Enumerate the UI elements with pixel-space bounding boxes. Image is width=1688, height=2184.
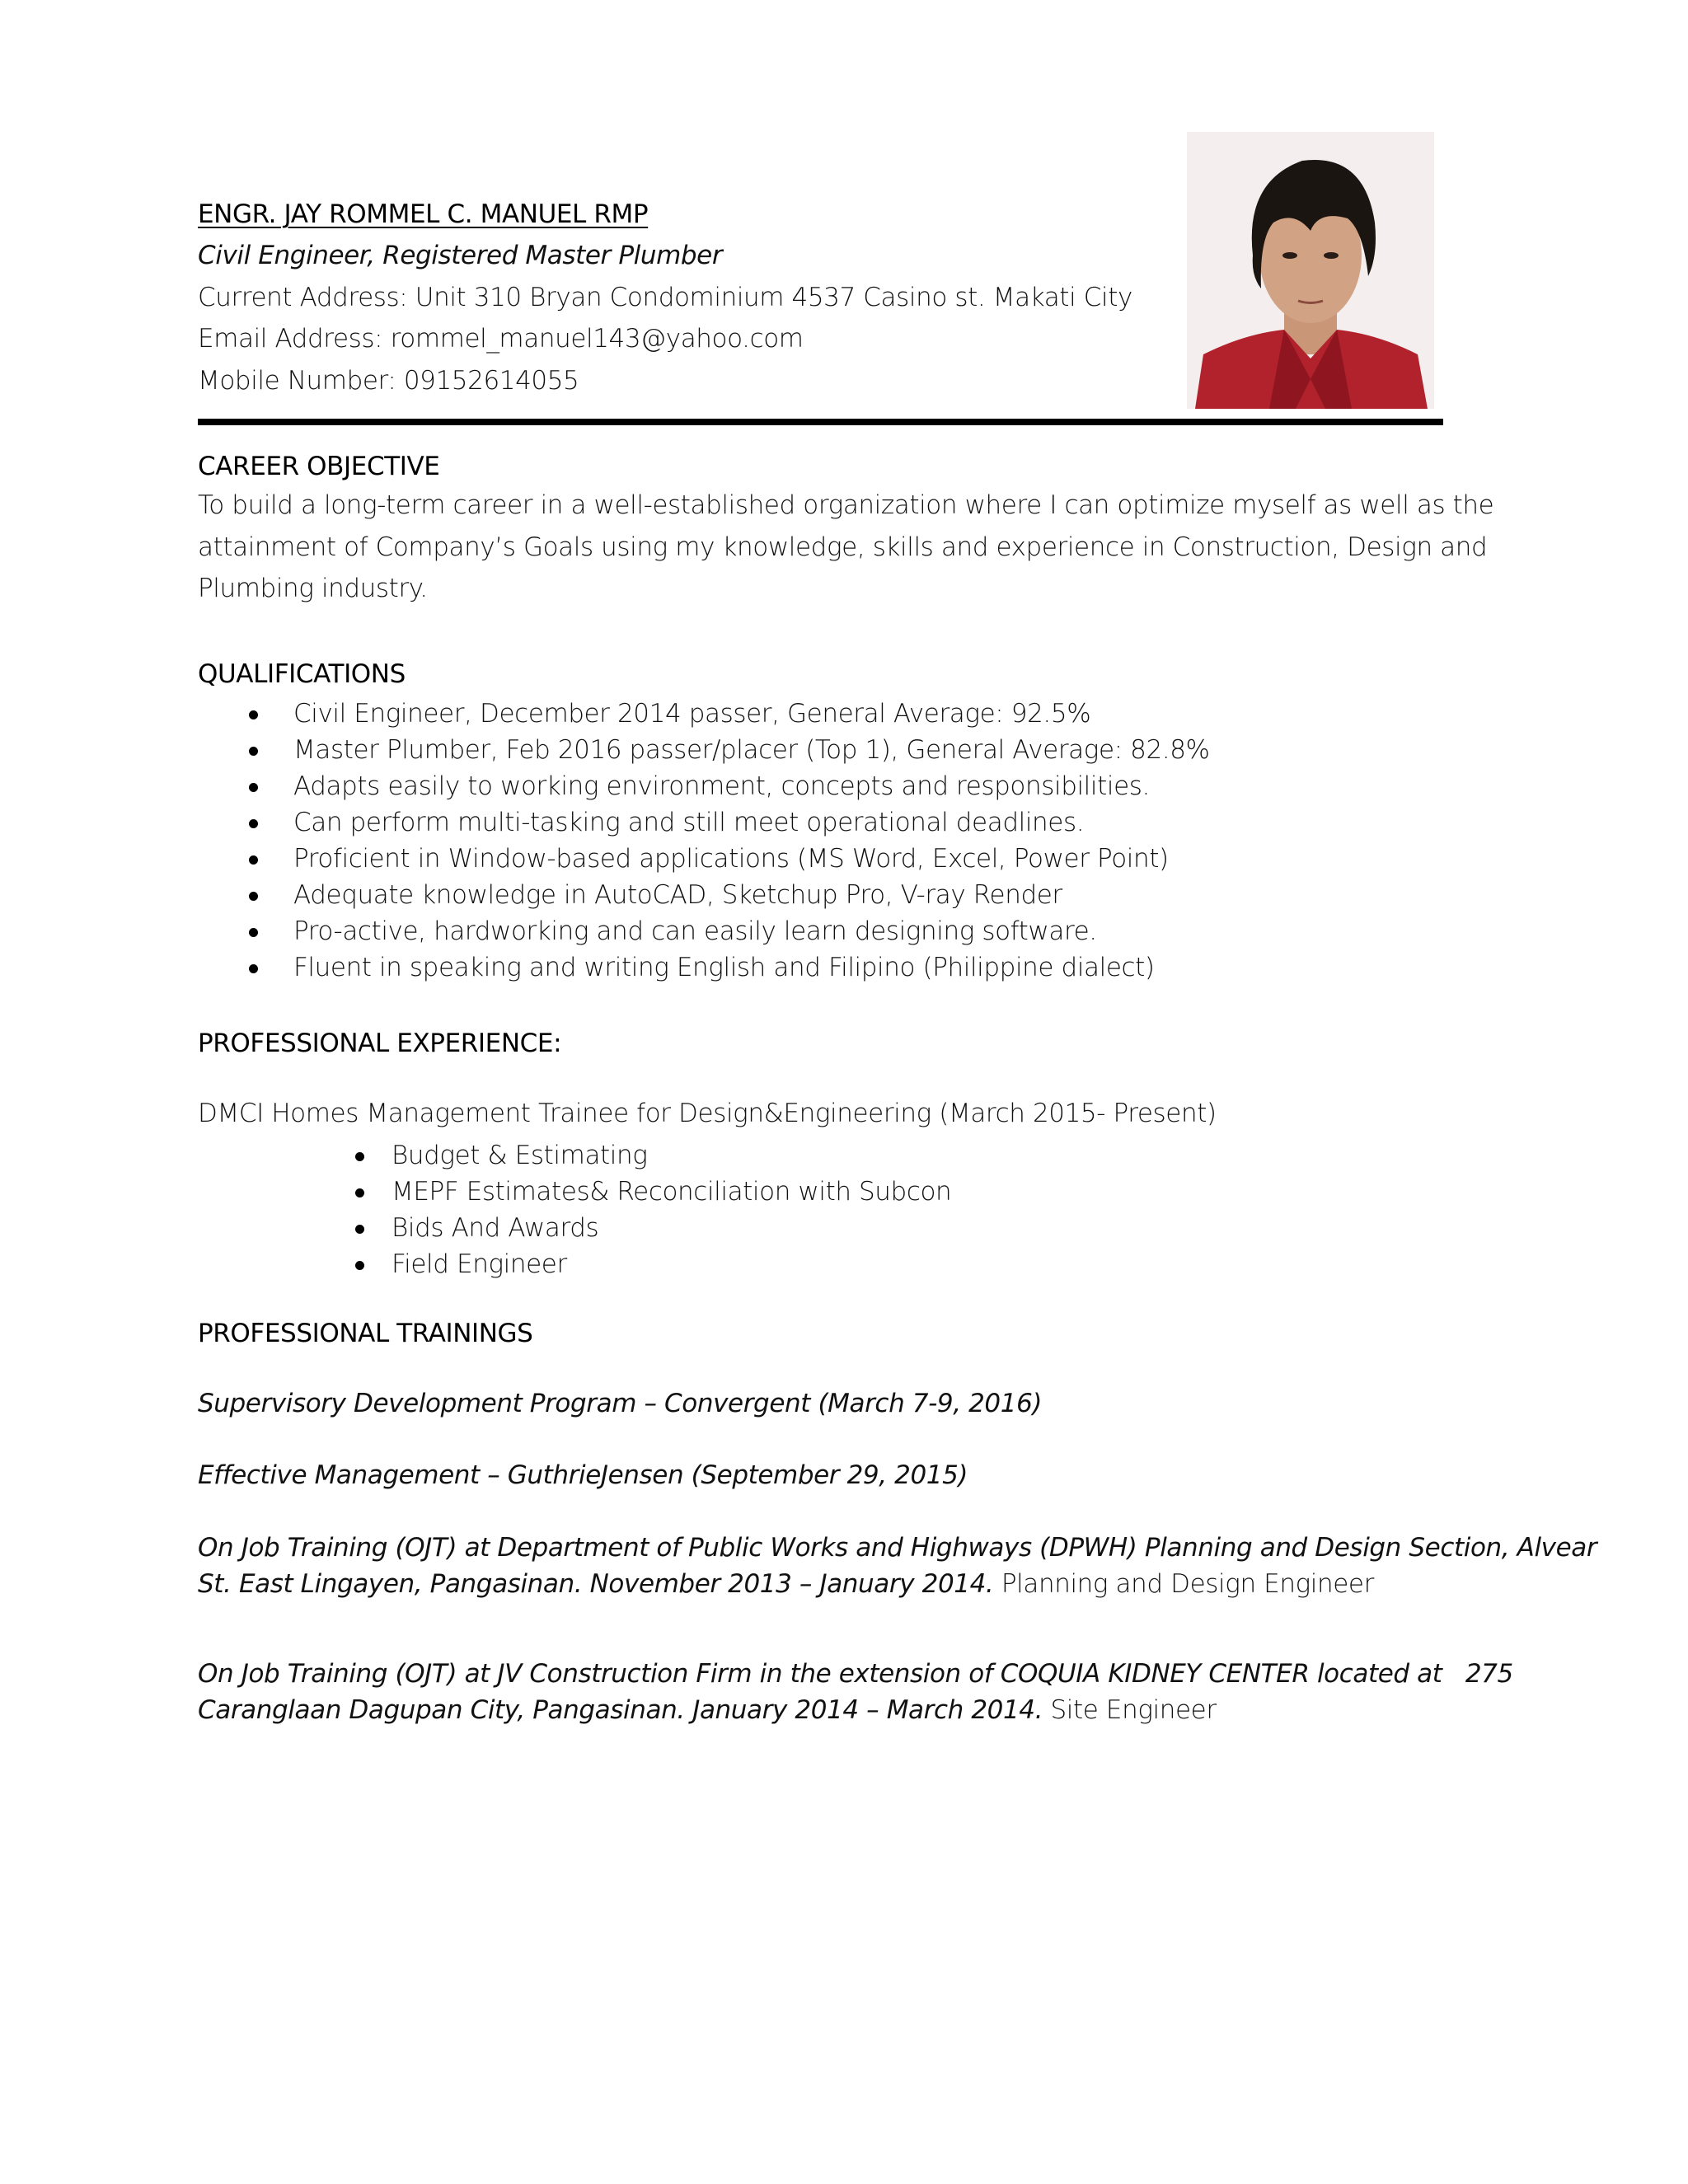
qualifications-list xyxy=(293,696,1210,986)
bullet-icon xyxy=(355,1152,364,1161)
training-entry: Supervisory Development Program – Convergent (March 7-9, 2016) xyxy=(198,1389,1043,1418)
bullet-icon xyxy=(249,783,258,792)
candidate-name: ENGR. JAY ROMMEL C. MANUEL RMP xyxy=(198,199,649,229)
current-address: Current Address: Unit 310 Bryan Condominium 4537 Casino st. Makati City xyxy=(198,283,1132,312)
list-item: Master Plumber, Feb 2016 passer/placer (Top 1), General Average: 82.8% xyxy=(293,732,1210,768)
bullet-icon xyxy=(249,747,258,756)
header-divider xyxy=(198,419,1443,425)
bullet-icon xyxy=(355,1188,364,1197)
bullet-icon xyxy=(249,855,258,865)
list-item: Field Engineer xyxy=(392,1246,951,1282)
list-item: Budget & Estimating xyxy=(392,1137,951,1174)
career-objective-heading: CAREER OBJECTIVE xyxy=(198,452,440,481)
bullet-icon xyxy=(355,1261,364,1270)
career-objective-line: attainment of Company’s Goals using my knowledge, skills and experience in Construction, Design and xyxy=(198,532,1488,562)
bullet-icon xyxy=(249,928,258,937)
trainings-heading: PROFESSIONAL TRAININGS xyxy=(198,1319,533,1348)
bullet-icon xyxy=(249,892,258,901)
mobile-number: Mobile Number: 09152614055 xyxy=(198,366,579,396)
list-item: Adapts easily to working environment, concepts and responsibilities. xyxy=(293,768,1210,804)
experience-heading: PROFESSIONAL EXPERIENCE: xyxy=(198,1029,562,1058)
candidate-title: Civil Engineer, Registered Master Plumber xyxy=(198,241,723,270)
list-item: Proficient in Window-based applications (MS Word, Excel, Power Point) xyxy=(293,841,1210,877)
training-entry-line: St. East Lingayen, Pangasinan. November 2013 – January 2014. Planning and Design Engineer xyxy=(198,1569,1374,1599)
career-objective-line: Plumbing industry. xyxy=(198,574,428,603)
email-address: Email Address: rommel_manuel143@yahoo.com xyxy=(198,324,804,354)
profile-photo xyxy=(1187,132,1434,409)
training-entry: On Job Training (OJT) at JV Construction Firm in the extension of COQUIA KIDNEY CENTER located at 275 xyxy=(198,1659,1513,1689)
training-entry: On Job Training (OJT) at Department of Public Works and Highways (DPWH) Planning and Design Section, Alvear xyxy=(198,1533,1597,1563)
experience-list xyxy=(392,1137,951,1282)
list-item: Can perform multi-tasking and still meet operational deadlines. xyxy=(293,804,1210,841)
bullet-icon xyxy=(249,819,258,828)
training-entry-line: Caranglaan Dagupan City, Pangasinan. January 2014 – March 2014. Site Engineer xyxy=(198,1695,1217,1725)
bullet-icon xyxy=(249,964,258,973)
list-item: Bids And Awards xyxy=(392,1210,951,1246)
bullet-icon xyxy=(355,1225,364,1234)
career-objective-line: To build a long-term career in a well-established organization where I can optimize myself as well as the xyxy=(198,490,1494,520)
training-entry: Effective Management – GuthrieJensen (September 29, 2015) xyxy=(198,1460,968,1490)
experience-job: DMCI Homes Management Trainee for Design&Engineering (March 2015- Present) xyxy=(198,1099,1217,1128)
list-item: MEPF Estimates& Reconciliation with Subcon xyxy=(392,1174,951,1210)
portrait-figure xyxy=(1187,132,1434,409)
qualifications-heading: QUALIFICATIONS xyxy=(198,659,406,689)
list-item: Pro-active, hardworking and can easily learn designing software. xyxy=(293,913,1210,949)
list-item: Adequate knowledge in AutoCAD, Sketchup Pro, V-ray Render xyxy=(293,877,1210,913)
bullet-icon xyxy=(249,710,258,719)
list-item: Fluent in speaking and writing English and Filipino (Philippine dialect) xyxy=(293,949,1210,986)
list-item: Civil Engineer, December 2014 passer, General Average: 92.5% xyxy=(293,696,1210,732)
